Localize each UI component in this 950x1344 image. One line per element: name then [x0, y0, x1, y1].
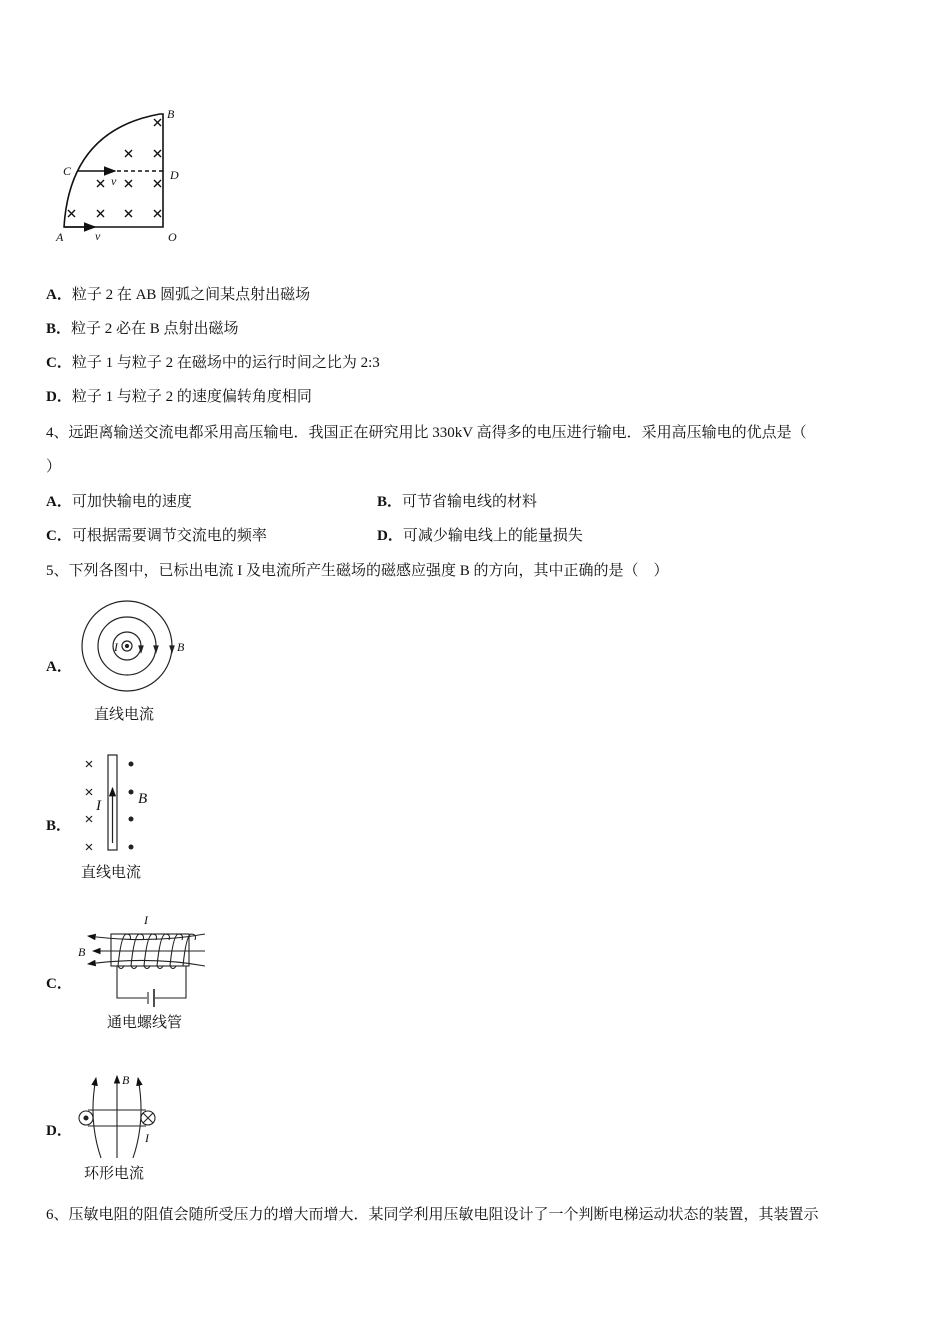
label-B: B: [167, 107, 175, 121]
option-text: 粒子 2 在 AB 圆弧之间某点射出磁场: [71, 287, 311, 303]
fig-b-label-B: B: [138, 791, 148, 807]
fig-a-label-B: B: [177, 640, 185, 654]
label-A: A: [56, 230, 64, 244]
q5-option-a-label: A．: [46, 659, 72, 675]
label-D: D: [170, 168, 179, 182]
q3-option-a: [46, 285, 310, 305]
q4-option-b: [377, 492, 537, 512]
label-v-upper: v: [111, 174, 117, 188]
option-text: 可节省输电线的材料: [402, 494, 538, 510]
option-label: D．: [377, 528, 403, 544]
q4-option-c: [46, 526, 267, 546]
option-text: 可加快输电的速度: [71, 494, 192, 510]
figure-quarter-circle-field: [64, 114, 163, 227]
option-text: 粒子 1 与粒子 2 在磁场中的运行时间之比为 2:3: [71, 355, 380, 371]
fig-b-label-I: I: [96, 798, 101, 814]
label-v-lower: v: [95, 229, 101, 243]
fig-d-caption: 环形电流: [84, 1166, 145, 1182]
figure-d-ring-current: [79, 1076, 155, 1158]
fig-c-label-B: B: [78, 945, 86, 959]
fig-c-caption: 通电螺线管: [107, 1015, 183, 1031]
figure-b-straight-wire: [86, 755, 134, 850]
label-O: O: [168, 230, 177, 244]
fig-d-label-I: I: [145, 1131, 149, 1145]
q6-stem: 6、压敏电阻的阻值会随所受压力的增大而增大．某同学利用压敏电阻设计了一个判断电梯运动状态的装置，其装置示: [46, 1207, 819, 1223]
option-label: B．: [377, 494, 403, 510]
option-text: 粒子 1 与粒子 2 的速度偏转角度相同: [71, 389, 312, 405]
q4-option-d: [377, 526, 583, 546]
option-text: 可减少输电线上的能量损失: [402, 528, 583, 544]
fig-a-label-I: I: [114, 640, 118, 654]
option-label: A．: [46, 287, 72, 303]
figure-a-straight-current: [82, 601, 174, 691]
fig-b-caption: 直线电流: [81, 865, 142, 881]
option-label: C．: [46, 355, 72, 371]
option-label: A．: [46, 494, 72, 510]
q4-option-a: [46, 492, 192, 512]
option-label: B．: [46, 321, 72, 337]
q4-stem-end: ）: [46, 459, 62, 475]
option-label: D．: [46, 389, 72, 405]
option-label: C．: [46, 528, 72, 544]
q5-stem: 5、下列各图中，已标出电流 I 及电流所产生磁场的磁感应强度 B 的方向，其中正确的是（ ）: [46, 563, 669, 579]
option-text: 粒子 2 必在 B 点射出磁场: [71, 321, 239, 337]
option-text: 可根据需要调节交流电的频率: [71, 528, 267, 544]
q4-stem: 4、远距离输送交流电都采用高压输电．我国正在研究用比 330kV 高得多的电压进行输电．采用高压输电的优点是（: [46, 425, 807, 441]
fig-d-label-B: B: [122, 1073, 130, 1087]
q5-option-d-label: D．: [46, 1123, 72, 1139]
q5-option-c-label: C．: [46, 976, 72, 992]
label-C: C: [63, 164, 72, 178]
q5-option-b-label: B．: [46, 818, 72, 834]
fig-a-caption: 直线电流: [94, 707, 155, 723]
q3-option-b: [46, 319, 239, 339]
q3-option-d: [46, 387, 312, 407]
fig-c-label-I: I: [144, 913, 148, 927]
figure-c-solenoid: [88, 934, 205, 1007]
q3-option-c: [46, 353, 380, 373]
